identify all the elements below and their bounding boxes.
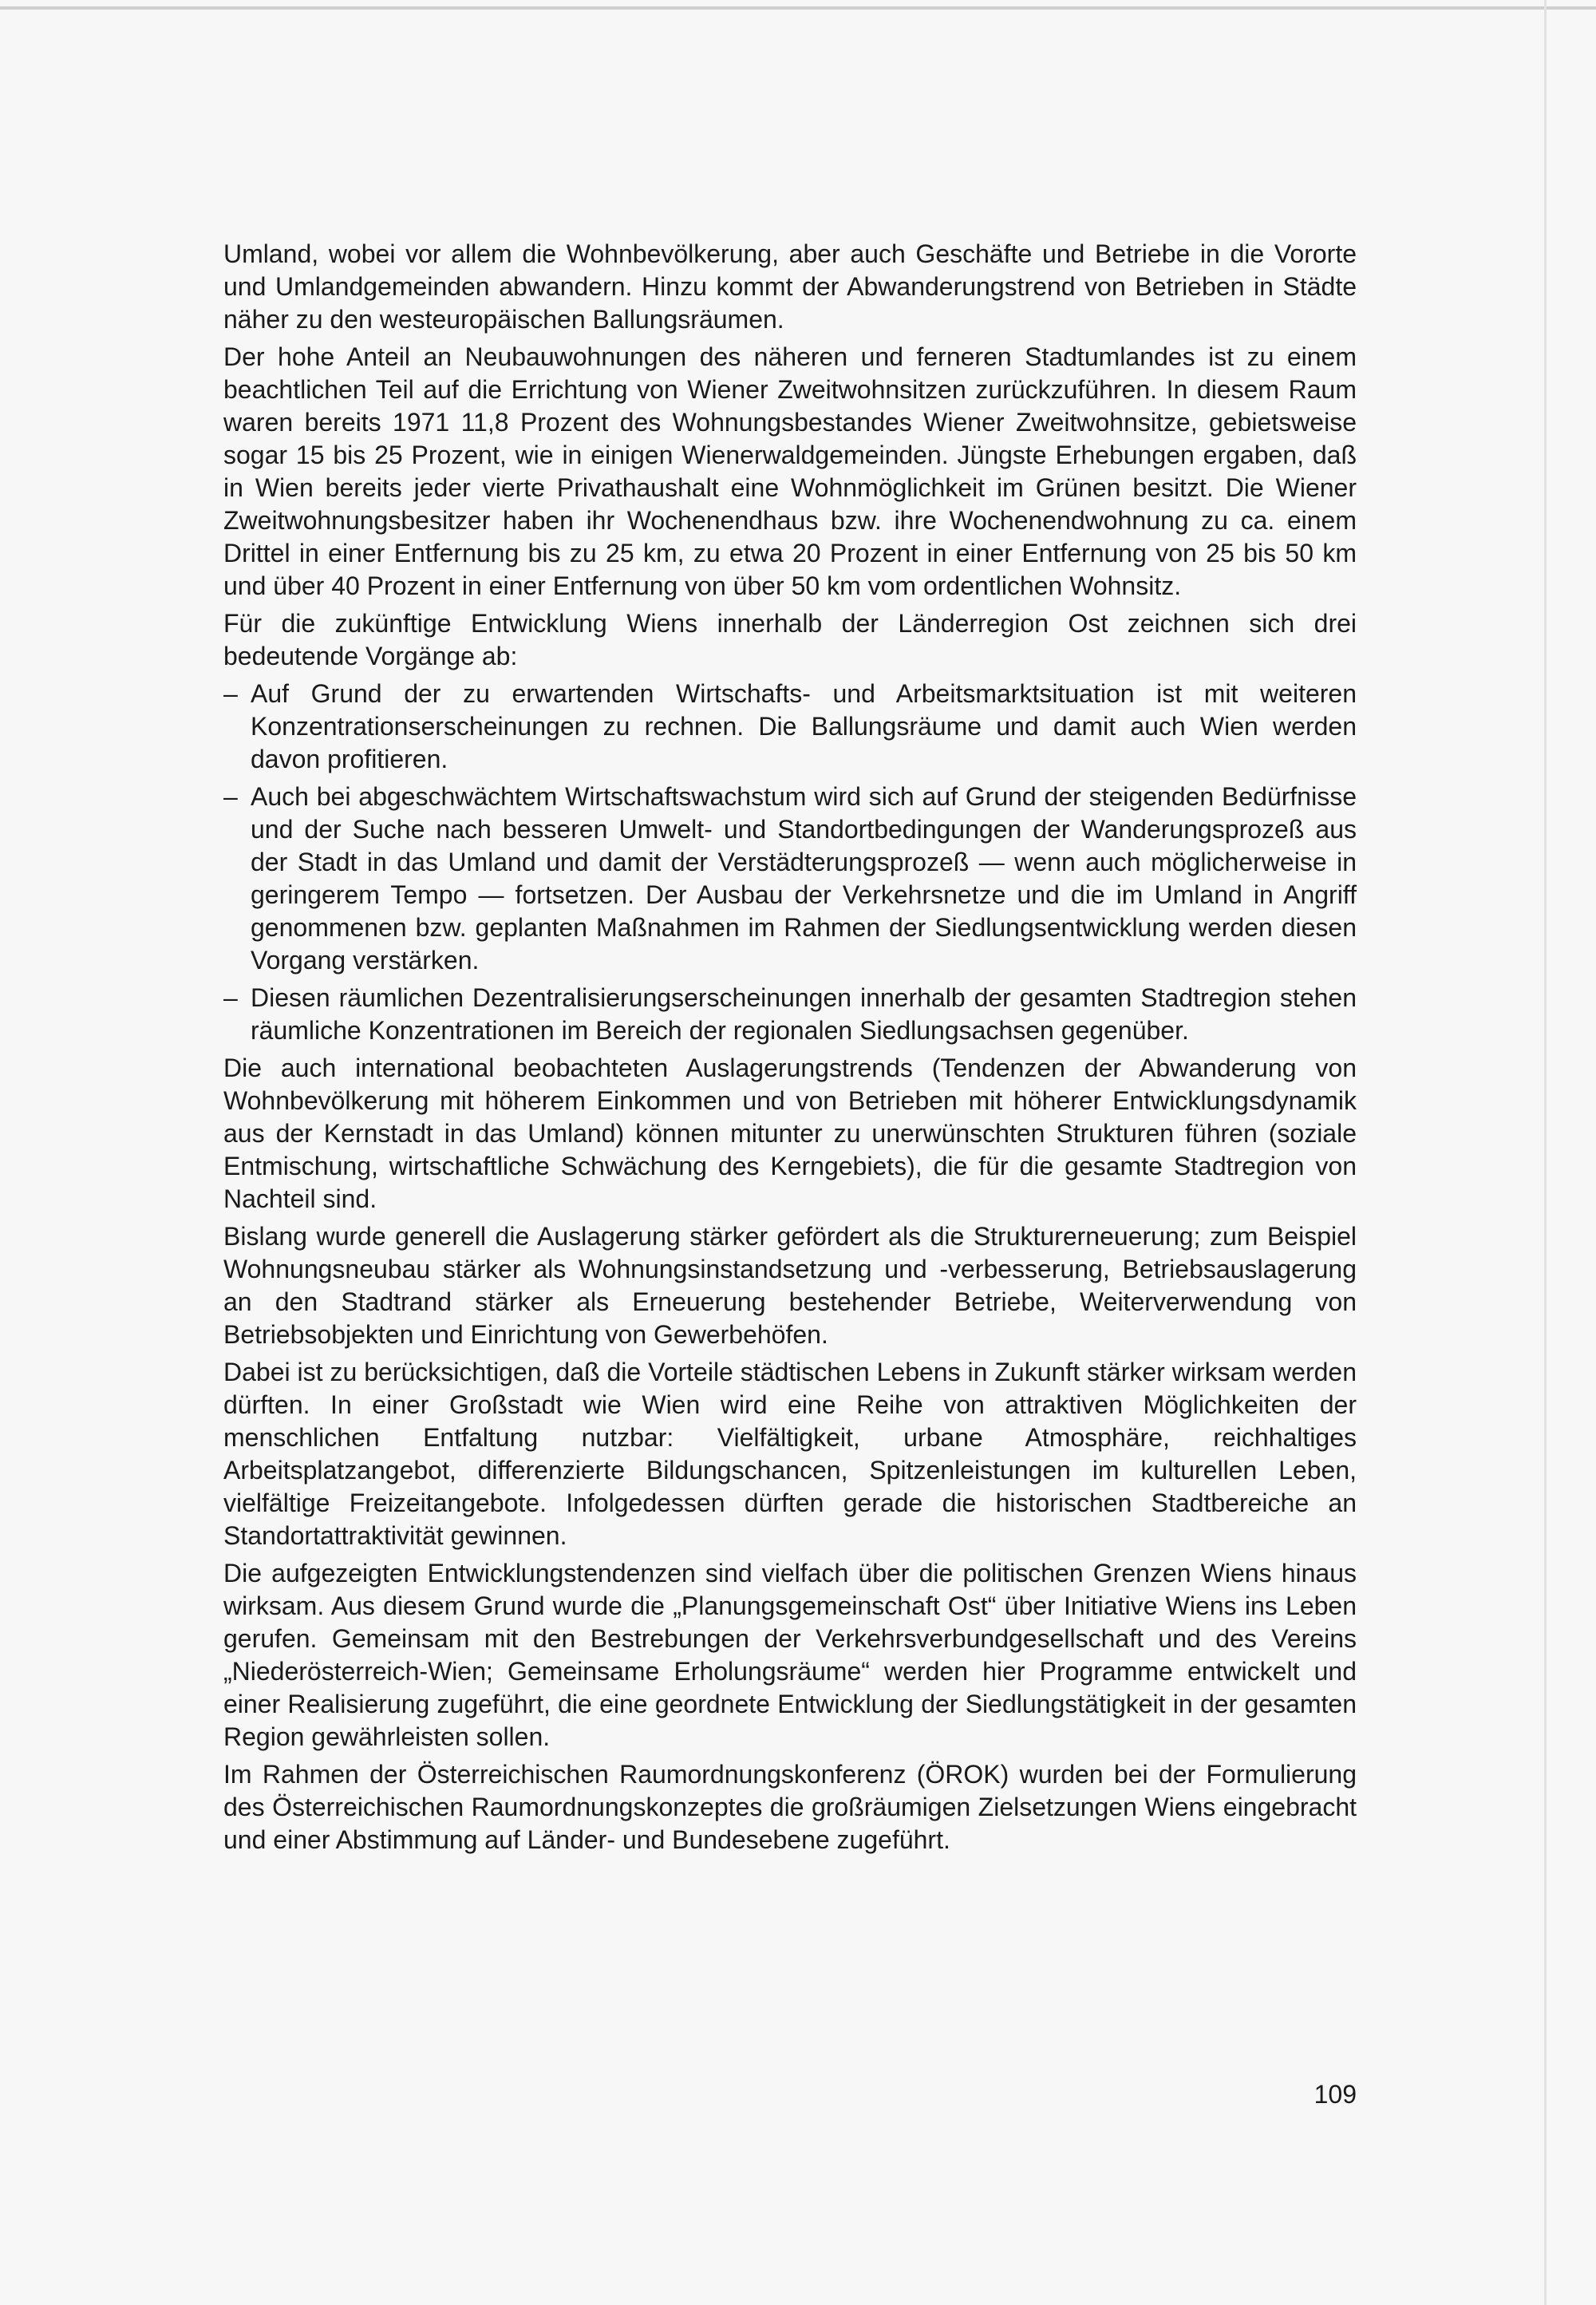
bullet-dash: – — [223, 679, 238, 708]
paragraph-oerok: Im Rahmen der Österreichischen Raumordnungskonferenz (ÖROK) wurden bei der Formulierung des Österreichischen Raumordnungskonzeptes die großräumigen Zielsetzungen Wiens eingebracht und einer Abstimmung auf Länder- und Bundesebene zugeführt. — [223, 1760, 1357, 1854]
scan-right-edge — [1544, 0, 1547, 2305]
page-number: 109 — [1314, 2080, 1357, 2109]
paragraph-neubauwohnungen: Der hohe Anteil an Neubauwohnungen des näheren und ferneren Stadtumlandes ist zu einem beachtlichen Teil auf die Errichtung von Wiener Zweitwohnsitzen zurückzuführen. In diesem Raum waren bereits 1971 11,8 Prozent des Wohnungsbestandes Wiener Zweitwohnsitze, gebietsweise sogar 15 bis 25 Prozent, wie in einigen Wienerwaldgemeinden. Jüngste Erhebungen ergaben, daß in Wien bereits jeder vierte Privathaushalt eine Wohnmöglichkeit im Grünen besitzt. Die Wiener Zweitwohnungsbesitzer haben ihr Wochenendhaus bzw. ihre Wochenendwohnung zu ca. einem Drittel in einer Entfernung bis zu 25 km, zu etwa 20 Prozent in einer Entfernung von 25 bis 50 km und über 40 Prozent in einer Entfernung von über 50 km vom ordentlichen Wohnsitz. — [223, 342, 1357, 600]
bullet-list — [223, 678, 1357, 1047]
bullet-item — [223, 678, 1357, 776]
bullet-text: Auf Grund der zu erwartenden Wirtschafts- und Arbeitsmarktsituation ist mit weiteren Konzentrationserscheinungen zu rechnen. Die Ballungsräume und damit auch Wien werden davon profitieren. — [251, 679, 1357, 773]
paragraph-umland: Umland, wobei vor allem die Wohnbevölkerung, aber auch Geschäfte und Betriebe in die Vororte und Umlandgemeinden abwandern. Hinzu kommt der Abwanderungstrend von Betrieben in Städte näher zu den westeuropäischen Ballungsräumen. — [223, 239, 1357, 334]
bullet-dash: – — [223, 983, 238, 1012]
paragraph-auslagerungstrends: Die auch international beobachteten Auslagerungstrends (Tendenzen der Abwanderung von Wohnbevölkerung mit höherem Einkommen und von Betrieben mit höherer Entwicklungsdynamik aus der Kernstadt in das Umland) können mitunter zu unerwünschten Strukturen führen (soziale Entmischung, wirtschaftliche Schwächung des Kerngebiets), die für die gesamte Stadtregion von Nachteil sind. — [223, 1054, 1357, 1213]
bullet-text: Diesen räumlichen Dezentralisierungserscheinungen innerhalb der gesamten Stadtregion stehen räumliche Konzentrationen im Bereich der regionalen Siedlungsachsen gegenüber. — [251, 983, 1357, 1045]
bullet-dash: – — [223, 782, 238, 811]
bullet-item — [223, 781, 1357, 977]
paragraph-bislang: Bislang wurde generell die Auslagerung stärker gefördert als die Strukturerneuerung; zum Beispiel Wohnungsneubau stärker als Wohnungsinstandsetzung und -verbesserung, Betriebsauslagerung an den Stadtrand stärker als Erneuerung bestehender Betriebe, Weiterverwendung von Betriebsobjekten und Einrichtung von Gewerbehöfen. — [223, 1222, 1357, 1349]
scan-top-edge — [0, 6, 1596, 10]
body-text — [223, 238, 1357, 1861]
paragraph-zukuenftige-entwicklung: Für die zukünftige Entwicklung Wiens innerhalb der Länderregion Ost zeichnen sich drei bedeutende Vorgänge ab: — [223, 609, 1357, 670]
paragraph-planungsgemeinschaft-ost: Die aufgezeigten Entwicklungstendenzen sind vielfach über die politischen Grenzen Wiens hinaus wirksam. Aus diesem Grund wurde die „Planungsgemeinschaft Ost“ über Initiative Wiens ins Leben gerufen. Gemeinsam mit den Bestrebungen der Verkehrsverbundgesellschaft und des Vereins „Niederösterreich-Wien; Gemeinsame Erholungsräume“ werden hier Programme entwickelt und einer Realisierung zugeführt, die eine geordnete Entwicklung der Siedlungstätigkeit in der gesamten Region gewährleisten sollen. — [223, 1559, 1357, 1751]
paragraph-vorteile-staedtischen-lebens: Dabei ist zu berücksichtigen, daß die Vorteile städtischen Lebens in Zukunft stärker wirksam werden dürften. In einer Großstadt wie Wien wird eine Reihe von attraktiven Möglichkeiten der menschlichen Entfaltung nutzbar: Vielfältigkeit, urbane Atmosphäre, reichhaltiges Arbeitsplatzangebot, differenzierte Bildungschancen, Spitzenleistungen im kulturellen Leben, vielfältige Freizeitangebote. Infolgedessen dürften gerade die historischen Stadtbereiche an Standortattraktivität gewinnen. — [223, 1358, 1357, 1550]
bullet-text: Auch bei abgeschwächtem Wirtschaftswachstum wird sich auf Grund der steigenden Bedürfnisse und der Suche nach besseren Umwelt- und Standortbedingungen der Wanderungsprozeß aus der Stadt in das Umland und damit der Verstädterungsprozeß — wenn auch möglicherweise in geringerem Tempo — fortsetzen. Der Ausbau der Verkehrsnetze und die im Umland in Angriff genommenen bzw. geplanten Maßnahmen im Rahmen der Siedlungsentwicklung werden diesen Vorgang verstärken. — [251, 782, 1357, 975]
bullet-item — [223, 982, 1357, 1047]
